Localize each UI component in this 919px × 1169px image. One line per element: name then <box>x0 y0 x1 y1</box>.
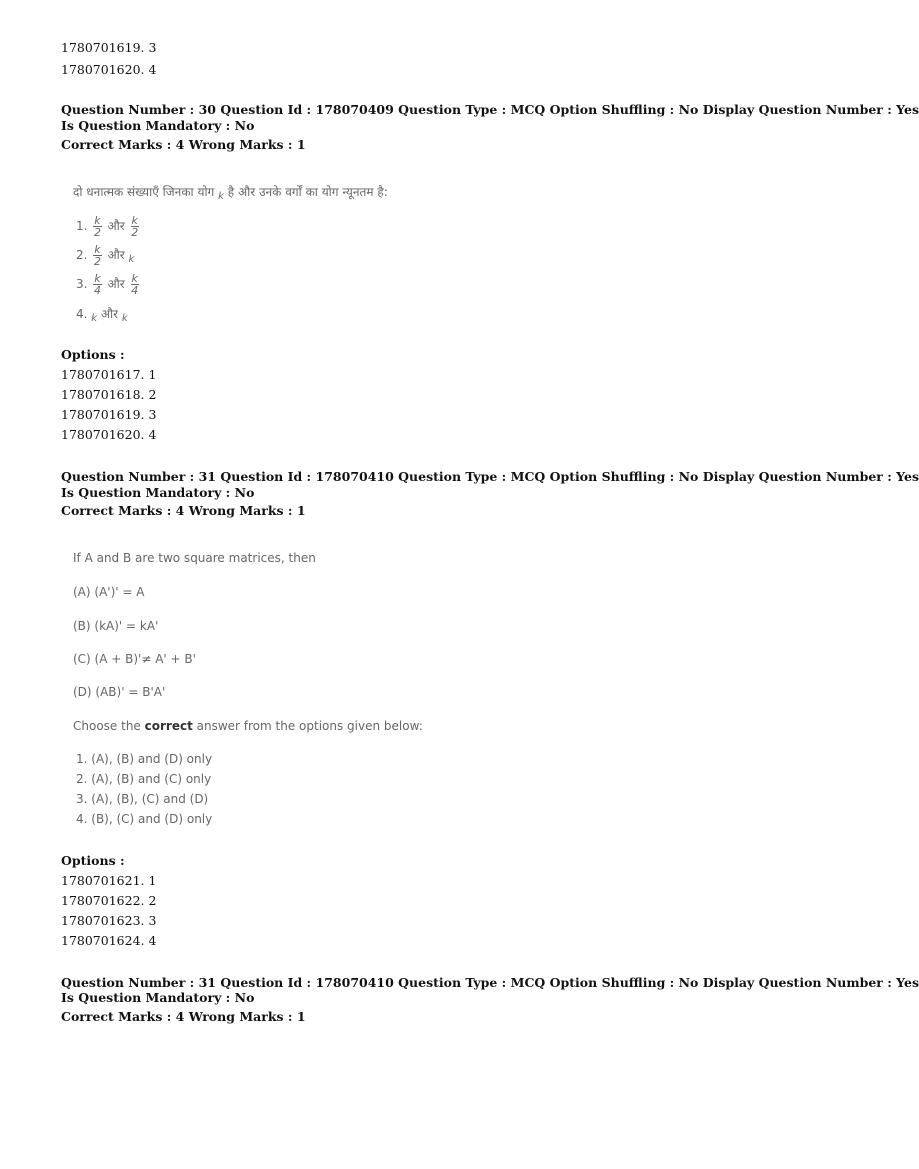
option-line: 1780701621. 1 <box>61 873 157 888</box>
option-line: 1780701620. 4 <box>61 427 157 442</box>
option-line: 1780701619. 3 <box>61 40 157 55</box>
choice-2: 2. $\frac{k}{2}$ और $_k$ <box>76 243 135 268</box>
question-intro: If A and B are two square matrices, then <box>73 551 316 565</box>
question-header: Question Number : 31 Question Id : 178070410 Question Type : MCQ Option Shuffling : No Display Question Number : Yes <box>61 975 919 990</box>
fraction: $\frac{k}{4}$ <box>93 272 101 297</box>
fraction: $\frac{k}{2}$ <box>131 214 139 239</box>
option-line: 1780701622. 2 <box>61 893 157 908</box>
choice-2: 2. (A), (B) and (C) only <box>76 772 212 786</box>
option-line: 1780701620. 4 <box>61 62 157 77</box>
question-header: Question Number : 31 Question Id : 178070410 Question Type : MCQ Option Shuffling : No Display Question Number : Yes <box>61 469 919 484</box>
question-header: Question Number : 30 Question Id : 178070409 Question Type : MCQ Option Shuffling : No Display Question Number : Yes <box>61 102 919 117</box>
choose-instruction: Choose the correct answer from the options given below: <box>73 719 423 733</box>
option-line: 1780701624. 4 <box>61 933 157 948</box>
statement-c: (C) (A + B)'≠ A' + B' <box>73 652 196 666</box>
question-mandatory: Is Question Mandatory : No <box>61 990 255 1005</box>
choice-3: 3. $\frac{k}{4}$ और $\frac{k}{4}$ <box>76 272 139 297</box>
question-mandatory: Is Question Mandatory : No <box>61 118 255 133</box>
option-line: 1780701623. 3 <box>61 913 157 928</box>
options-label: Options : <box>61 347 125 362</box>
options-label: Options : <box>61 853 125 868</box>
question-marks: Correct Marks : 4 Wrong Marks : 1 <box>61 137 306 152</box>
question-marks: Correct Marks : 4 Wrong Marks : 1 <box>61 1009 306 1024</box>
option-line: 1780701619. 3 <box>61 407 157 422</box>
option-line: 1780701617. 1 <box>61 367 157 382</box>
choice-3: 3. (A), (B), (C) and (D) <box>76 792 209 806</box>
question-text: दो धनात्मक संख्याएँ जिनका योग $_k$ है और उनके वर्गों का योग न्यूनतम है: <box>73 185 388 202</box>
fraction: $\frac{k}{4}$ <box>131 272 139 297</box>
choice-4: 4. (B), (C) and (D) only <box>76 812 213 826</box>
statement-d: (D) (AB)' = B'A' <box>73 685 166 699</box>
question-mandatory: Is Question Mandatory : No <box>61 485 255 500</box>
choice-4: 4. $_k$ और $_k$ <box>76 307 128 324</box>
fraction: $\frac{k}{2}$ <box>93 214 101 239</box>
statement-b: (B) (kA)' = kA' <box>73 619 159 633</box>
question-marks: Correct Marks : 4 Wrong Marks : 1 <box>61 503 306 518</box>
fraction: $\frac{k}{2}$ <box>93 243 101 268</box>
choice-1: 1. (A), (B) and (D) only <box>76 752 213 766</box>
statement-a: (A) (A')' = A <box>73 585 145 599</box>
option-line: 1780701618. 2 <box>61 387 157 402</box>
choice-1: 1. $\frac{k}{2}$ और $\frac{k}{2}$ <box>76 214 139 239</box>
